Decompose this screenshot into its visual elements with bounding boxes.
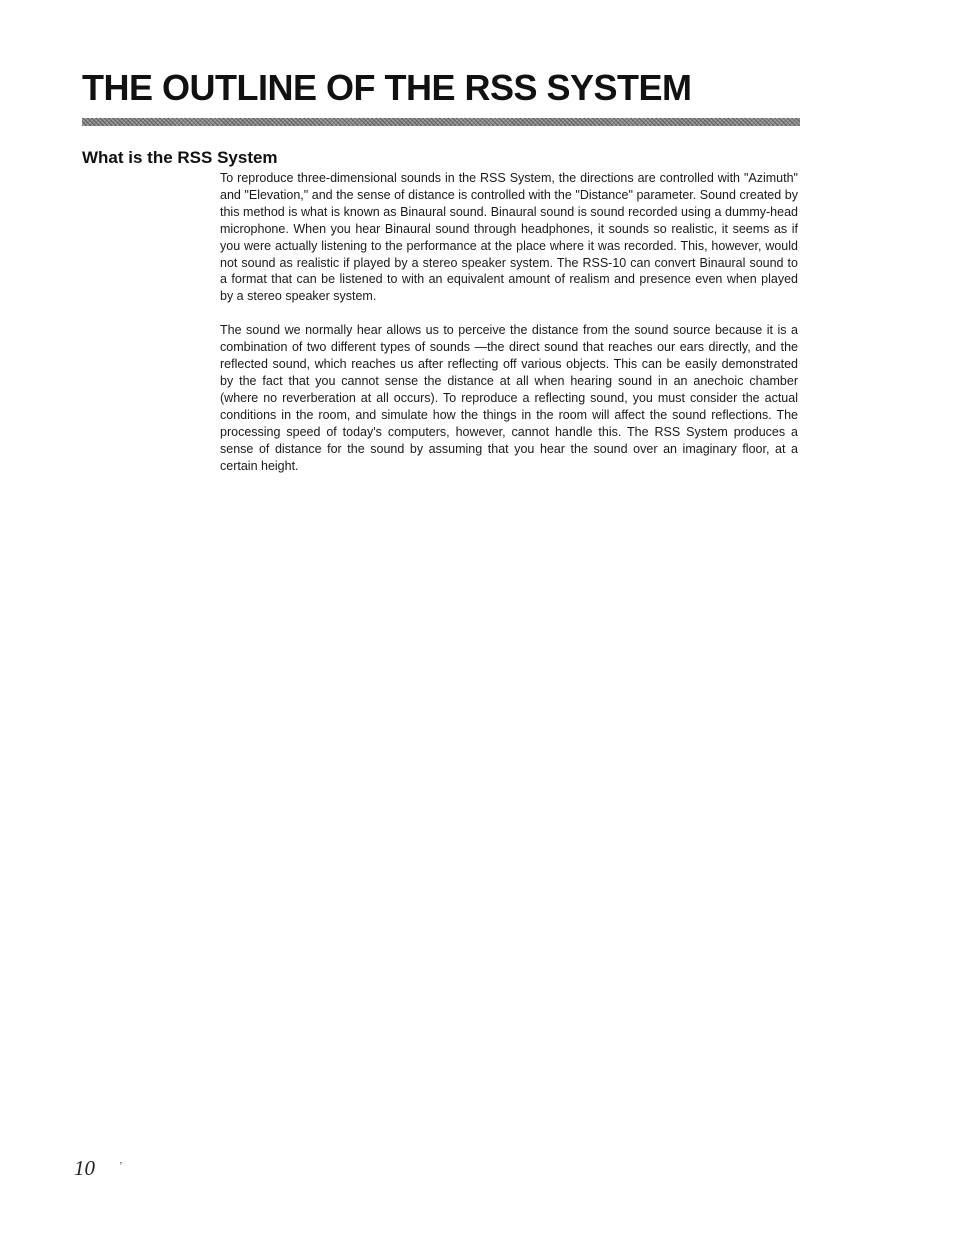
paragraph-distance: The sound we normally hear allows us to perceive the distance from the sound source because it is a combination of two different types of sounds —the direct sound that reaches our ears directly, and the reflected sound, which reaches us after reflecting off various objects. This can be easily demonstrated by the fact that you cannot sense the distance at all when hearing sound in an anechoic chamber (where no reverberation at all occurs). To reproduce a reflecting sound, you must consider the actual conditions in the room, and simulate how the things in the room will affect the sound reflections. The processing speed of today's computers, however, cannot handle this. The RSS System produces a sense of distance for the sound by assuming that you hear the sound over an imaginary floor, at a certain height. xyxy=(220,323,798,473)
title-rule xyxy=(82,118,800,126)
body-text xyxy=(220,170,798,491)
page-mark: ’ xyxy=(119,1160,123,1172)
page-number: 10 xyxy=(74,1156,95,1180)
section-heading: What is the RSS System xyxy=(82,148,278,167)
paragraph-binaural: To reproduce three-dimensional sounds in the RSS System, the directions are controlled with "Azimuth" and "Elevation," and the sense of distance is controlled with the "Distance" parameter. Sound created by this method is what is known as Binaural sound. Binaural sound is sound recorded using a dummy-head microphone. When you hear Binaural sound through headphones, it sounds so realistic, it seems as if you were actually listening to the performance at the place where it was recorded. This, however, would not sound as realistic if played by a stereo speaker system. The RSS-10 can convert Binaural sound to a format that can be listened to with an equivalent amount of realism and presence even when played by a stereo speaker system. xyxy=(220,171,798,304)
page-title: THE OUTLINE OF THE RSS SYSTEM xyxy=(82,67,692,108)
